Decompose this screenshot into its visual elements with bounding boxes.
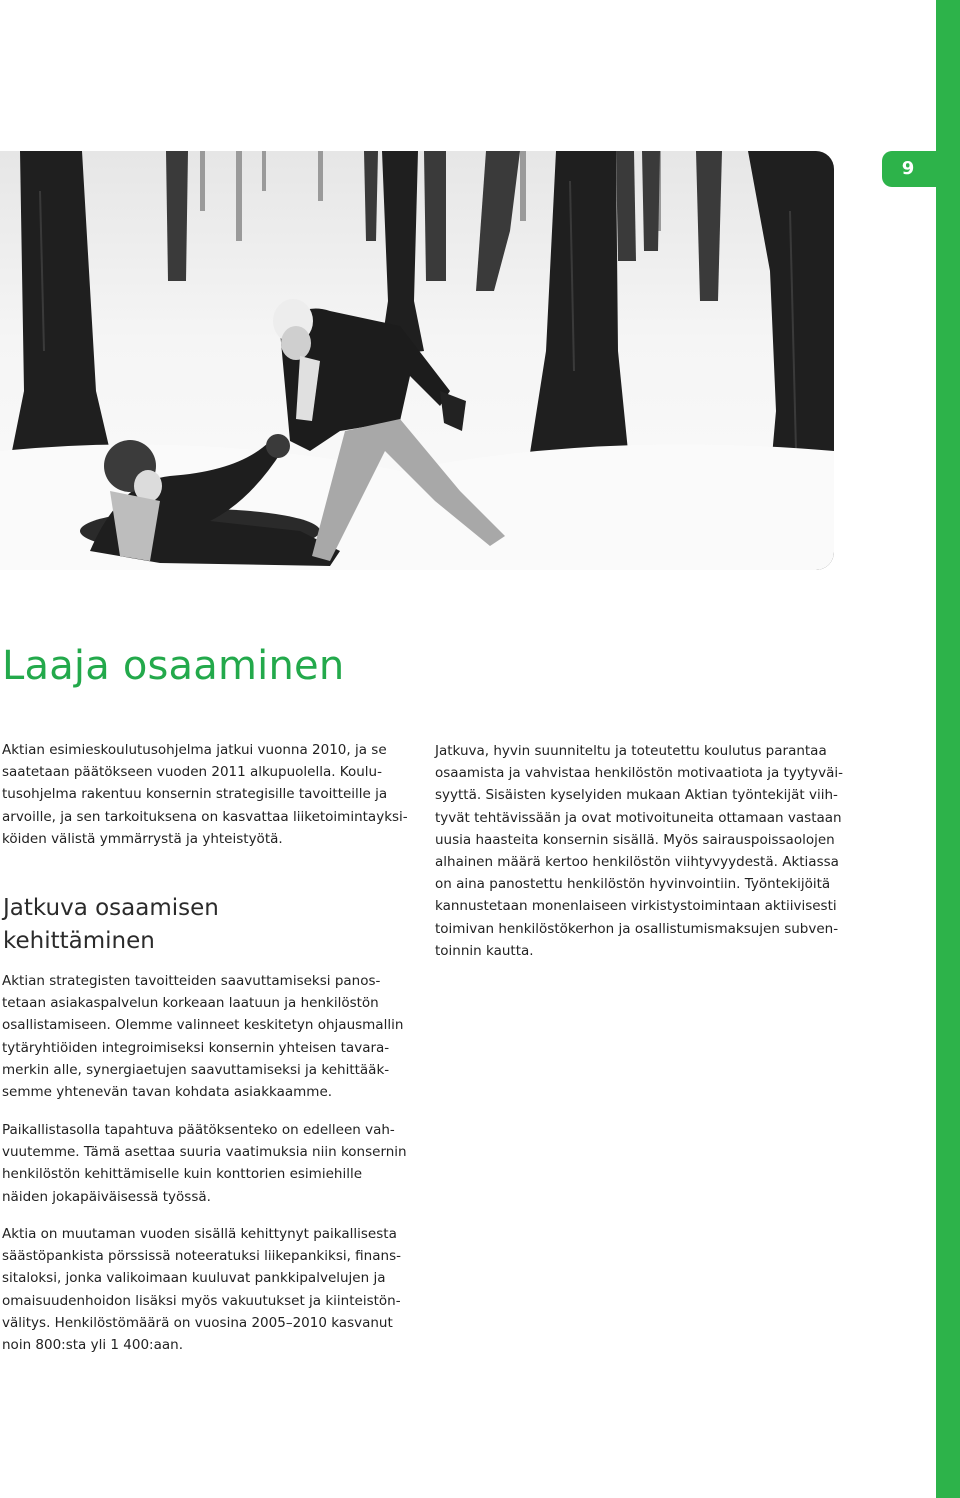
- paragraph-line: omaisuudenhoidon lisäksi myös vakuutukset ja kiinteistön-: [2, 1292, 401, 1309]
- page-number-tab: [882, 151, 960, 187]
- section-heading-line: Jatkuva osaamisen: [3, 895, 219, 921]
- intro-line: köiden välistä ymmärrystä ja yhteistyötä.: [2, 830, 283, 847]
- right-column-paragraph: [435, 740, 843, 962]
- paragraph-aktia-growth: [2, 1223, 401, 1356]
- paragraph-line: semme yhtenevän tavan kohdata asiakkaamme.: [2, 1084, 333, 1101]
- page-title: Laaja osaaminen: [2, 643, 345, 689]
- section-heading: [3, 892, 423, 958]
- paragraph-line: uusia haasteita konsernin sisällä. Myös sairauspoissaolojen: [435, 831, 835, 848]
- paragraph-line: toimivan henkilöstökerhon ja osallistumismaksujen subven-: [435, 920, 839, 937]
- paragraph-line: Aktian strategisten tavoitteiden saavuttamiseksi panos-: [2, 973, 381, 989]
- intro-line: tusohjelma rakentuu konsernin strategisille tavoitteille ja: [2, 786, 388, 803]
- paragraph-line: alhainen määrä kertoo henkilöstön viihtyvyydestä. Aktiassa: [435, 854, 839, 871]
- paragraph-line: Aktia on muutaman vuoden sisällä kehittynyt paikallisesta: [2, 1226, 397, 1242]
- paragraph-line: Paikallistasolla tapahtuva päätöksenteko on edelleen vah-: [2, 1122, 395, 1138]
- intro-paragraph: [2, 739, 408, 850]
- paragraph-line: sitaloksi, jonka valikoimaan kuuluvat pankkipalvelujen ja: [2, 1270, 386, 1287]
- paragraph-line: näiden jokapäiväisessä työssä.: [2, 1188, 211, 1205]
- paragraph-line: kannustetaan monenlaiseen virkistystoimintaan aktiivisesti: [435, 898, 837, 915]
- paragraph-line: henkilöstön kehittämiselle kuin konttorien esimiehille: [2, 1166, 362, 1183]
- paragraph-line: säästöpankista pörssissä noteeratuksi liikepankiksi, finans-: [2, 1248, 401, 1265]
- paragraph-line: välitys. Henkilöstömäärä on vuosina 2005–2010 kasvanut: [2, 1314, 393, 1331]
- paragraph-line: tyvät tehtävissään ja ovat motivoituneita ottamaan vastaan: [435, 809, 842, 826]
- paragraph-line: osallistamiseen. Olemme valinneet keskitetyn ohjausmallin: [2, 1017, 404, 1034]
- winter-photo: [0, 151, 834, 570]
- page-number: 9: [901, 158, 915, 179]
- paragraph-line: vuutemme. Tämä asettaa suuria vaatimuksia niin konsernin: [2, 1144, 407, 1161]
- paragraph-line: on aina panostettu henkilöstön hyvinvointiin. Työntekijöitä: [435, 876, 831, 893]
- section-heading-line: kehittäminen: [3, 928, 155, 954]
- intro-line: Aktian esimieskoulutusohjelma jatkui vuonna 2010, ja se: [2, 742, 387, 758]
- paragraph-line: noin 800:sta yli 1 400:aan.: [2, 1337, 183, 1354]
- paragraph-line: Jatkuva, hyvin suunniteltu ja toteutettu koulutus parantaa: [435, 743, 827, 759]
- paragraph-line: tetaan asiakaspalvelun korkeaan laatuun ja henkilöstön: [2, 995, 379, 1012]
- paragraph-line: tytäryhtiöiden integroimiseksi konsernin yhteisen tavara-: [2, 1039, 390, 1056]
- paragraph-strategy: [2, 970, 403, 1103]
- paragraph-line: osaamista ja vahvistaa henkilöstön motivaatiota ja tyytyväi-: [435, 765, 843, 782]
- green-edge-stripe: [936, 0, 960, 1498]
- paragraph-local-decisions: [2, 1119, 407, 1208]
- paragraph-line: syyttä. Sisäisten kyselyiden mukaan Aktian työntekijät viih-: [435, 787, 838, 804]
- winter-scene-image: [0, 151, 834, 570]
- paragraph-line: toinnin kautta.: [435, 942, 534, 959]
- intro-line: saatetaan päätökseen vuoden 2011 alkupuolella. Koulu-: [2, 764, 382, 781]
- intro-line: arvoille, ja sen tarkoituksena on kasvattaa liiketoimintayksi-: [2, 808, 408, 825]
- paragraph-line: merkin alle, synergiaetujen saavuttamiseksi ja kehittääk-: [2, 1061, 390, 1078]
